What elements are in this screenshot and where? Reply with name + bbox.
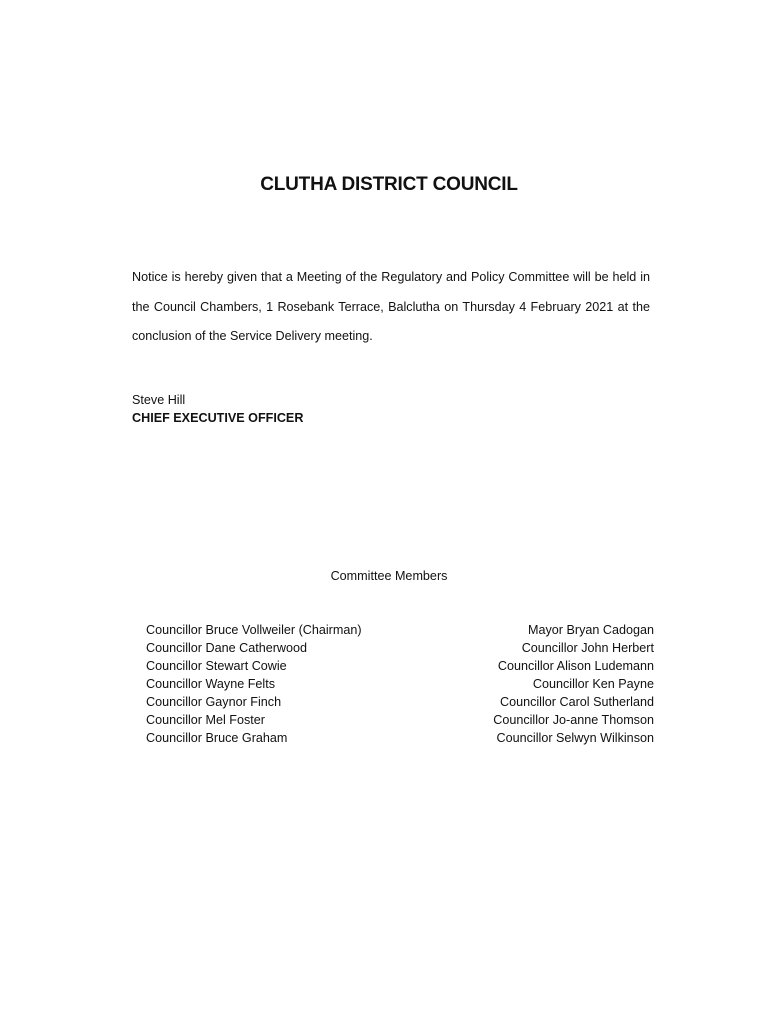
members-list-right bbox=[493, 621, 654, 747]
member-item: Mayor Bryan Cadogan bbox=[527, 623, 654, 637]
document-title: CLUTHA DISTRICT COUNCIL bbox=[260, 174, 518, 195]
member-item: Councillor Gaynor Finch bbox=[146, 695, 282, 709]
member-item: Councillor Bruce Vollweiler (Chairman) bbox=[146, 623, 362, 637]
members-list-left bbox=[146, 621, 362, 747]
meeting-notice: Notice is hereby given that a Meeting of the Regulatory and Policy Committee will be held in the Council Chambers, 1 Rosebank Terrace, Balclutha on Thursday 4 February 2021 at the conclusion of the Service Delivery meeting. bbox=[132, 270, 650, 343]
signatory-title: CHIEF EXECUTIVE OFFICER bbox=[132, 411, 304, 425]
member-item: Councillor Mel Foster bbox=[146, 713, 265, 727]
member-item: Councillor Bruce Graham bbox=[146, 731, 288, 745]
member-item: Councillor Carol Sutherland bbox=[499, 695, 654, 709]
member-item: Councillor John Herbert bbox=[521, 641, 654, 655]
member-item: Councillor Ken Payne bbox=[532, 677, 654, 691]
member-item: Councillor Wayne Felts bbox=[146, 677, 276, 691]
signature-block bbox=[132, 391, 303, 427]
committee-members-heading: Committee Members bbox=[330, 569, 448, 583]
member-item: Councillor Jo-anne Thomson bbox=[493, 713, 654, 727]
member-item: Councillor Stewart Cowie bbox=[146, 659, 287, 673]
member-item: Councillor Selwyn Wilkinson bbox=[496, 731, 654, 745]
member-item: Councillor Alison Ludemann bbox=[497, 659, 654, 673]
signatory-name: Steve Hill bbox=[132, 393, 186, 407]
member-item: Councillor Dane Catherwood bbox=[146, 641, 308, 655]
